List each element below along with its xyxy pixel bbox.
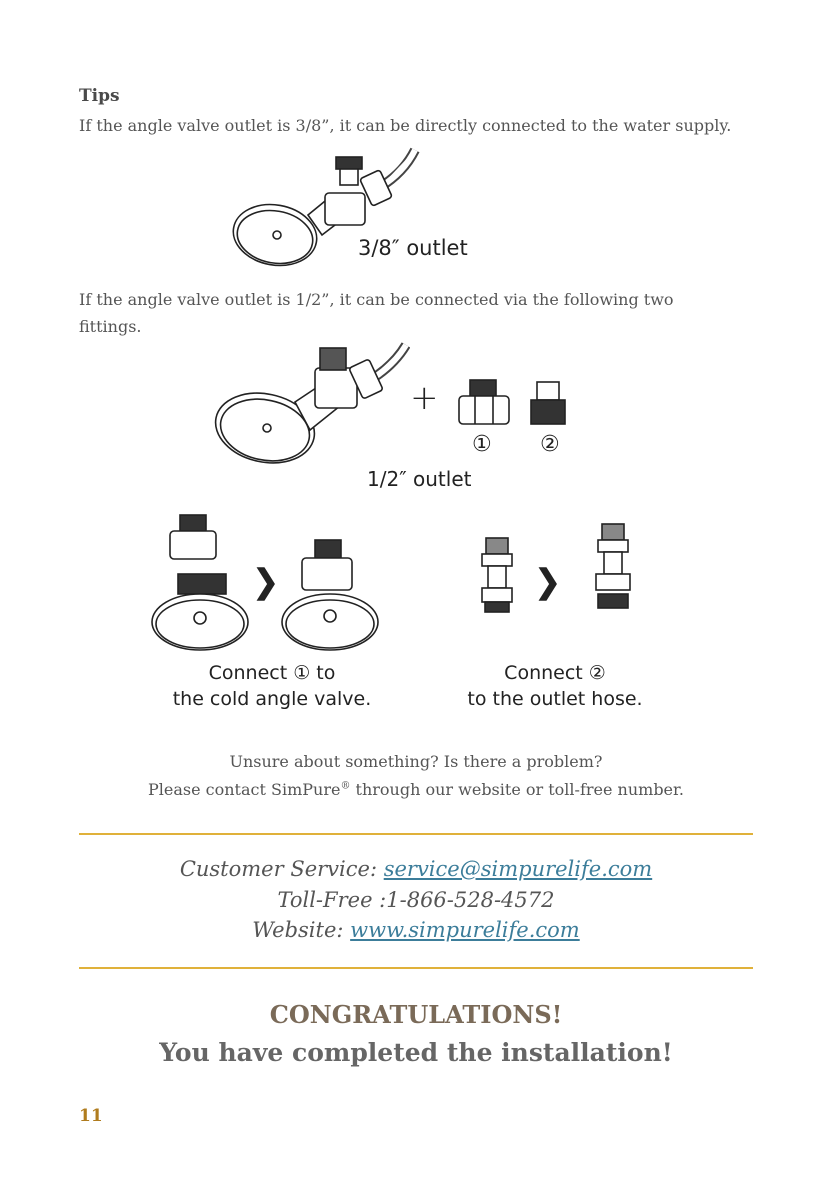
customer-service-line [0,857,832,881]
help-question: Unsure about something? Is there a problem? [229,752,603,771]
website-line [0,918,832,942]
connection-steps-illustration [150,510,650,660]
completed-message: You have completed the installation! [159,1038,673,1067]
tips-text-38: If the angle valve outlet is 3/8”, it can be directly connected to the water supply. [79,116,732,135]
customer-service-label: Customer Service: [179,857,384,881]
fitting-1-number: ① [472,432,492,457]
divider-top [79,833,753,835]
website-label: Website: [252,918,351,942]
service-email-link[interactable]: service@simpurelife.com [383,857,653,881]
congratulations-heading: CONGRATULATIONS! [269,1000,563,1029]
outlet-38-label: 3/8″ outlet [358,236,468,260]
step-1-caption-line2: the cold angle valve. [172,688,372,710]
tips-text-12-line1: If the angle valve outlet is 1/2”, it can be connected via the following two [79,290,674,309]
step-1-caption-line1: Connect ① to [208,662,336,684]
fittings-illustration [455,378,585,430]
angle-valve-12-illustration [210,340,410,465]
step-2-caption-line2: to the outlet hose. [467,688,643,710]
help-contact-prefix: Please contact SimPure [148,780,341,799]
tips-text-12-line2: fittings. [79,317,142,336]
help-contact-line [0,780,832,799]
website-link[interactable]: www.simpurelife.com [350,918,580,942]
tips-heading: Tips [79,86,120,106]
plus-sign: + [410,378,439,418]
help-contact-suffix: through our website or toll-free number. [350,780,684,799]
page-number: 11 [79,1106,103,1126]
outlet-12-label: 1/2″ outlet [367,467,472,491]
divider-bottom [79,967,753,969]
fitting-2-number: ② [540,432,560,457]
step-2-caption [455,660,655,712]
step-1-caption [172,660,372,712]
step-2-caption-line1: Connect ② [504,662,606,684]
registered-mark: ® [340,780,351,792]
toll-free-line: Toll-Free :1-866-528-4572 [277,888,555,912]
